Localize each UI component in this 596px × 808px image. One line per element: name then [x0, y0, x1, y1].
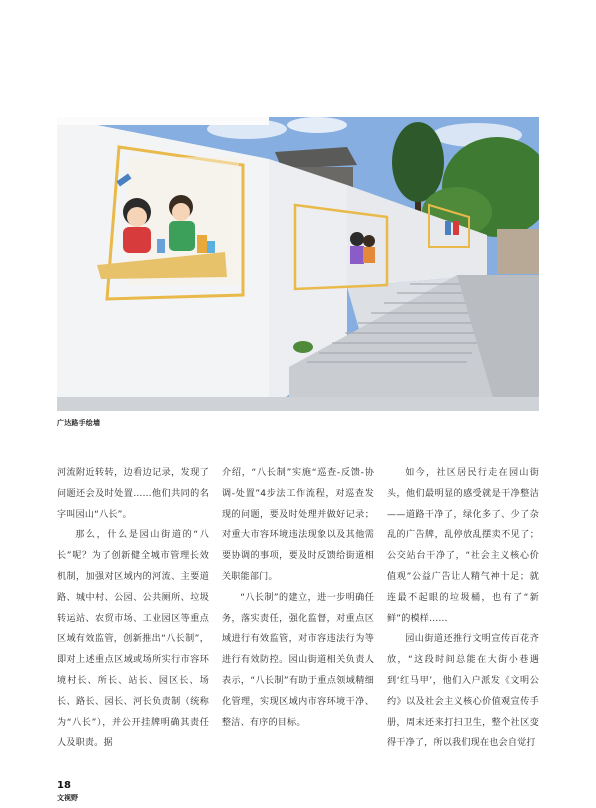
mural-wall-photo — [57, 117, 539, 411]
paragraph: “八长制”的建立，进一步明确任务，落实责任，强化监督，对重点区域进行有效监管，对市容违法行为等进行有效防控。园山街道相关负责人表示，“八长制”有助于重点领域精细化管理，实现区域内市容环境干净、整洁、有序的目标。 — [222, 592, 374, 728]
photo-caption: 广达路手绘墙 — [57, 419, 101, 427]
paragraph: 河流附近转转，边看边记录，发现了问题还会及时处置……他们共同的名字叫园山“八长”。 — [57, 468, 209, 520]
paragraph: 园山街道还推行文明宣传百花齐放，“这段时间总能在大街小巷遇到‘红马甲’，他们入户派发《文明公约》以及社会主义核心价值观宣传手册，周末还来打扫卫生，整个社区变得干净了，所以我们现在也会自觉打 — [387, 634, 539, 749]
paragraph: 那么，什么是园山街道的“八长”呢？为了创新健全城市管理长效机制，加强对区域内的河流、主要道路、城中村、公园、公共厕所、垃圾转运站、农贸市场、工业园区等重点区域有效监管，创新推出“八长制”，即对上述重点区域或场所实行市容环境村长、所长、站长、园区长、场长、路长、园长、河长负责制（统称为“八长”），并公开挂牌明确其责任人及职责。据 — [57, 530, 209, 749]
text-column-2 — [222, 463, 374, 733]
paragraph: 如今，社区居民行走在园山街头，他们最明显的感受就是干净整洁——道路干净了，绿化多了、少了杂乱的广告牌，乱停放乱摆卖不见了；公交站台干净了，“社会主义核心价值观”公益广告让人精气神十足；就连最不起眼的垃圾桶，也有了“新鲜”的模样…… — [387, 468, 539, 624]
paragraph: 介绍，“八长制”实施“巡查-反馈-协调-处置”4步法工作流程，对巡查发现的问题，要及时处理并做好记录；对重大市容环境违法现象以及其他需要协调的事项，要及时反馈给街道相关职能部门。 — [222, 468, 374, 582]
page-number: 18 — [57, 780, 71, 791]
text-column-3 — [387, 463, 539, 754]
text-column-1 — [57, 463, 209, 754]
magazine-name: 文视野 — [57, 793, 78, 802]
